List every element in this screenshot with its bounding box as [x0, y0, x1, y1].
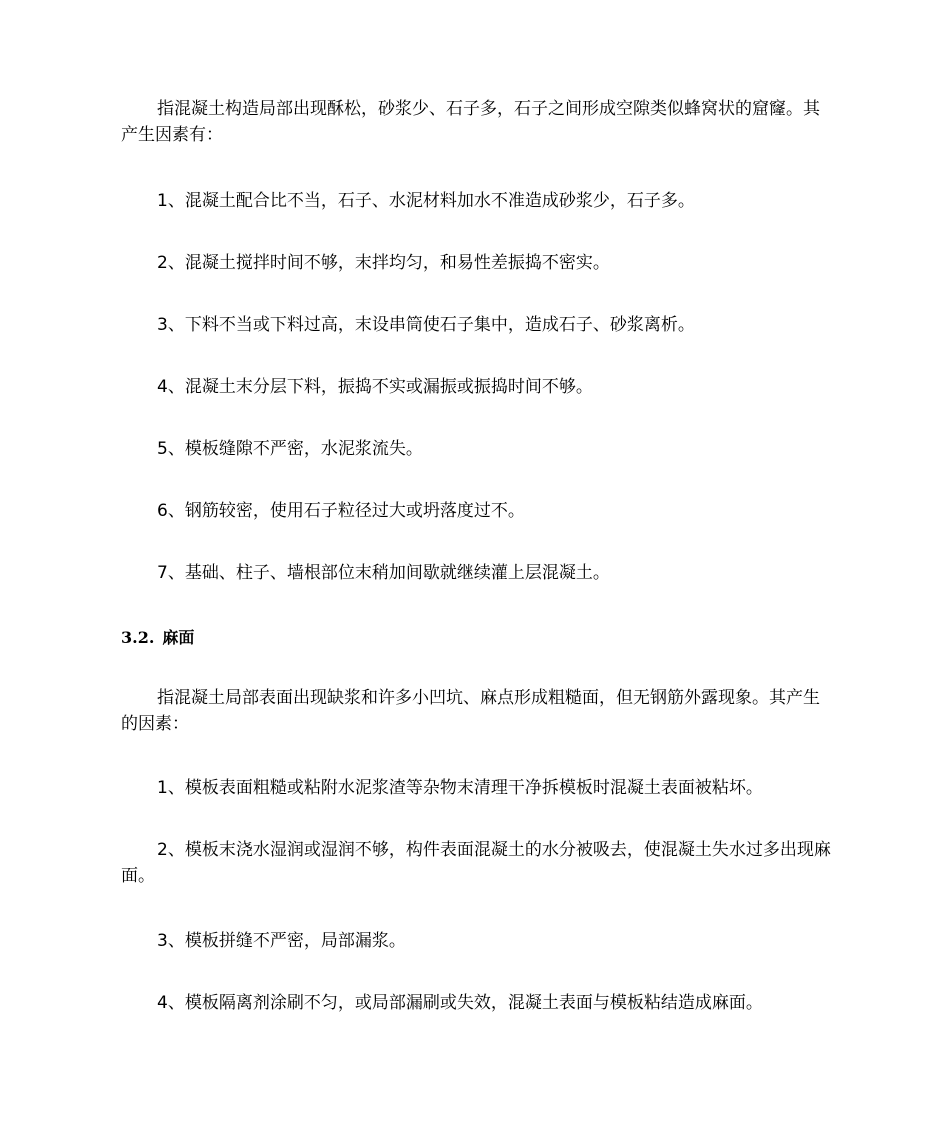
honeycomb-cause-2: 2、混凝土搅拌时间不够，末拌均匀，和易性差振捣不密实。 — [157, 253, 610, 273]
honeycomb-cause-3: 3、下料不当或下料过高，末设串筒使石子集中，造成石子、砂浆离析。 — [157, 315, 695, 335]
honeycomb-cause-1: 1、混凝土配合比不当，石子、水泥材料加水不准造成砂浆少，石子多。 — [157, 191, 695, 211]
pitting-cause-2: 2、模板末浇水湿润或湿润不够，构件表面混凝土的水分被吸去，使混凝土失水过多出现麻面。 — [121, 840, 831, 886]
pitting-intro-paragraph: 指混凝土局部表面出现缺浆和许多小凹坑、麻点形成粗糙面，但无钢筋外露现象。其产生的因素： — [121, 688, 820, 734]
section-heading-3-2 — [121, 625, 194, 648]
honeycomb-cause-6: 6、钢筋较密，使用石子粒径过大或坍落度过不。 — [157, 501, 525, 521]
pitting-cause-4: 4、模板隔离剂涂刷不匀，或局部漏刷或失效，混凝土表面与模板粘结造成麻面。 — [157, 993, 763, 1013]
honeycomb-cause-5: 5、模板缝隙不严密，水泥浆流失。 — [157, 439, 423, 459]
pitting-cause-1: 1、模板表面粗糙或粘附水泥浆渣等杂物末清理干净拆模板时混凝土表面被粘坏。 — [157, 778, 763, 798]
honeycomb-cause-4: 4、混凝土末分层下料，振捣不实或漏振或振捣时间不够。 — [157, 377, 593, 397]
honeycomb-intro-paragraph: 指混凝土构造局部出现酥松，砂浆少、石子多，石子之间形成空隙类似蜂窝状的窟窿。其产生因素有： — [121, 99, 820, 145]
honeycomb-cause-7: 7、基础、柱子、墙根部位末稍加间歇就继续灌上层混凝土。 — [157, 563, 610, 583]
section-title: 麻面 — [162, 628, 195, 647]
pitting-cause-3: 3、模板拼缝不严密，局部漏浆。 — [157, 931, 406, 951]
section-number: 3.2. — [121, 628, 155, 647]
